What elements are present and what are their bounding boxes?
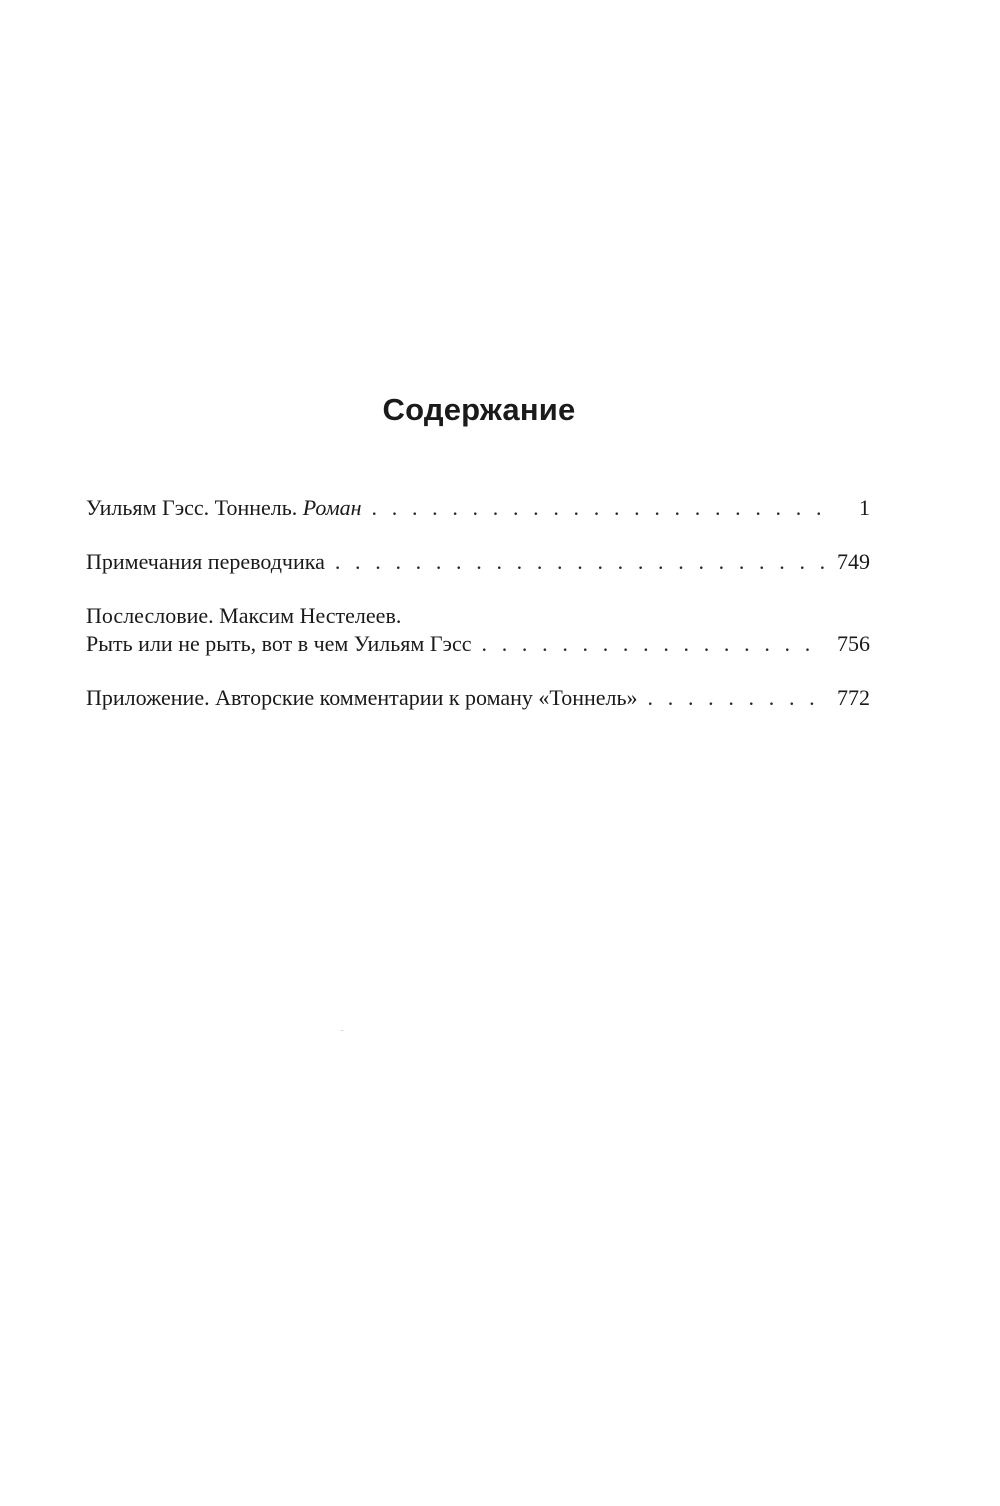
dot-leader bbox=[335, 548, 826, 576]
toc-entry-title-line1: Послесловие. Максим Нестелеев. bbox=[86, 603, 402, 628]
toc-entry-title bbox=[86, 494, 362, 522]
page-title: Содержание bbox=[382, 392, 576, 427]
toc-entry-title: Рыть или не рыть, вот в чем Уильям Гэсс bbox=[86, 631, 472, 656]
dot-leader bbox=[482, 630, 826, 658]
toc-entry-page-number: 772 bbox=[837, 685, 870, 710]
dot-leader bbox=[372, 494, 826, 522]
toc-entry-line bbox=[86, 630, 870, 658]
toc-entry-line bbox=[86, 548, 870, 576]
toc-entry-translator-notes bbox=[86, 548, 870, 576]
toc-entry-genre: Роман bbox=[302, 495, 362, 520]
toc-entry-appendix bbox=[86, 684, 870, 712]
toc-entry-title: Примечания переводчика bbox=[86, 549, 325, 574]
toc-entry-line bbox=[86, 494, 870, 522]
toc-entry-line bbox=[86, 684, 870, 712]
toc-entry-novel bbox=[86, 494, 870, 522]
dot-leader bbox=[648, 684, 826, 712]
toc-entry-page-number: 1 bbox=[859, 495, 870, 520]
toc-entry-title-text: Уильям Гэсс. Тоннель. bbox=[86, 495, 303, 520]
table-of-contents bbox=[86, 494, 870, 738]
toc-entry-afterword bbox=[86, 602, 870, 658]
toc-entry-page-number: 756 bbox=[837, 631, 870, 656]
toc-entry-page-number: 749 bbox=[837, 549, 870, 574]
toc-entry-title: Приложение. Авторские комментарии к роману «Тоннель» bbox=[86, 685, 638, 710]
scan-speck bbox=[341, 1030, 343, 1031]
toc-entry-line-first bbox=[86, 602, 870, 630]
